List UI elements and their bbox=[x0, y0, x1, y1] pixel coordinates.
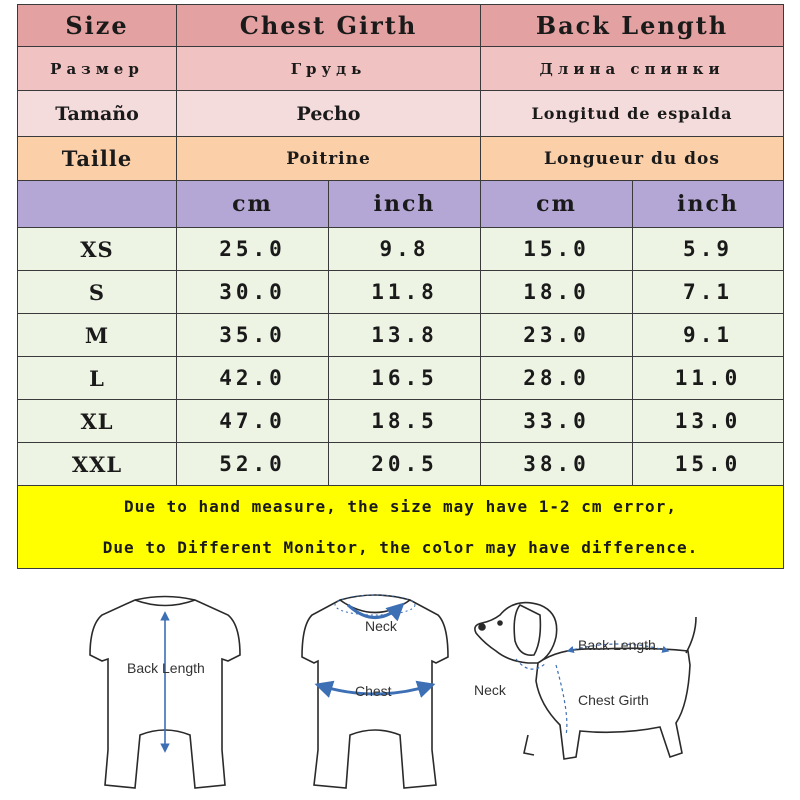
size-chart-table bbox=[17, 4, 784, 569]
header-row-spanish bbox=[18, 91, 784, 137]
note-row bbox=[18, 486, 784, 569]
size-cell: XL bbox=[18, 400, 177, 443]
chest-cm-cell: 52.0 bbox=[177, 443, 329, 486]
size-cell: M bbox=[18, 314, 177, 357]
header-size-fr: Taille bbox=[18, 137, 177, 181]
header-back-es: Longitud de espalda bbox=[481, 91, 784, 137]
table-row bbox=[18, 443, 784, 486]
back-cm-cell: 15.0 bbox=[481, 228, 633, 271]
chest-inch-cell: 20.5 bbox=[329, 443, 481, 486]
header-row-french bbox=[18, 137, 784, 181]
back-inch-cell: 11.0 bbox=[633, 357, 784, 400]
unit-back-inch: inch bbox=[633, 181, 784, 228]
unit-empty bbox=[18, 181, 177, 228]
chest-inch-cell: 11.8 bbox=[329, 271, 481, 314]
header-size-es: Tamaño bbox=[18, 91, 177, 137]
chest-cm-cell: 30.0 bbox=[177, 271, 329, 314]
header-chest-es: Pecho bbox=[177, 91, 481, 137]
note-line-1: Due to hand measure, the size may have 1-2 cm error, bbox=[124, 497, 677, 516]
dog-illustration-icon bbox=[475, 603, 696, 759]
back-inch-cell: 15.0 bbox=[633, 443, 784, 486]
measurement-note bbox=[18, 486, 784, 569]
chest-inch-cell: 16.5 bbox=[329, 357, 481, 400]
unit-row bbox=[18, 181, 784, 228]
unit-back-cm: cm bbox=[481, 181, 633, 228]
neck-label: Neck bbox=[365, 618, 397, 634]
header-size: Size bbox=[18, 5, 177, 47]
chest-cm-cell: 35.0 bbox=[177, 314, 329, 357]
size-cell: XXL bbox=[18, 443, 177, 486]
table-row bbox=[18, 314, 784, 357]
dog-chest-girth-label: Chest Girth bbox=[578, 692, 649, 708]
header-chest-ru: Грудь bbox=[177, 47, 481, 91]
header-chest-girth: Chest Girth bbox=[177, 5, 481, 47]
back-cm-cell: 33.0 bbox=[481, 400, 633, 443]
chest-cm-cell: 42.0 bbox=[177, 357, 329, 400]
measurement-diagram bbox=[0, 585, 800, 800]
header-back-ru: Длина спинки bbox=[481, 47, 784, 91]
header-row-english bbox=[18, 5, 784, 47]
back-length-label: Back Length bbox=[127, 660, 205, 676]
note-line-2: Due to Different Monitor, the color may have difference. bbox=[102, 538, 699, 557]
back-cm-cell: 38.0 bbox=[481, 443, 633, 486]
table-row bbox=[18, 228, 784, 271]
back-inch-cell: 7.1 bbox=[633, 271, 784, 314]
back-inch-cell: 9.1 bbox=[633, 314, 784, 357]
chest-inch-cell: 13.8 bbox=[329, 314, 481, 357]
header-size-ru: Размер bbox=[18, 47, 177, 91]
back-cm-cell: 28.0 bbox=[481, 357, 633, 400]
size-cell: L bbox=[18, 357, 177, 400]
back-inch-cell: 13.0 bbox=[633, 400, 784, 443]
table-row bbox=[18, 357, 784, 400]
chest-inch-cell: 18.5 bbox=[329, 400, 481, 443]
back-inch-cell: 5.9 bbox=[633, 228, 784, 271]
header-row-russian bbox=[18, 47, 784, 91]
size-cell: XS bbox=[18, 228, 177, 271]
unit-chest-inch: inch bbox=[329, 181, 481, 228]
header-back-length: Back Length bbox=[481, 5, 784, 47]
chest-cm-cell: 47.0 bbox=[177, 400, 329, 443]
chest-cm-cell: 25.0 bbox=[177, 228, 329, 271]
table-row bbox=[18, 400, 784, 443]
header-chest-fr: Poitrine bbox=[177, 137, 481, 181]
chest-label: Chest bbox=[355, 683, 392, 699]
dog-back-length-label: Back Length bbox=[578, 637, 656, 653]
unit-chest-cm: cm bbox=[177, 181, 329, 228]
table-row bbox=[18, 271, 784, 314]
header-back-fr: Longueur du dos bbox=[481, 137, 784, 181]
chest-inch-cell: 9.8 bbox=[329, 228, 481, 271]
back-cm-cell: 18.0 bbox=[481, 271, 633, 314]
dog-neck-label: Neck bbox=[474, 682, 506, 698]
back-cm-cell: 23.0 bbox=[481, 314, 633, 357]
size-cell: S bbox=[18, 271, 177, 314]
